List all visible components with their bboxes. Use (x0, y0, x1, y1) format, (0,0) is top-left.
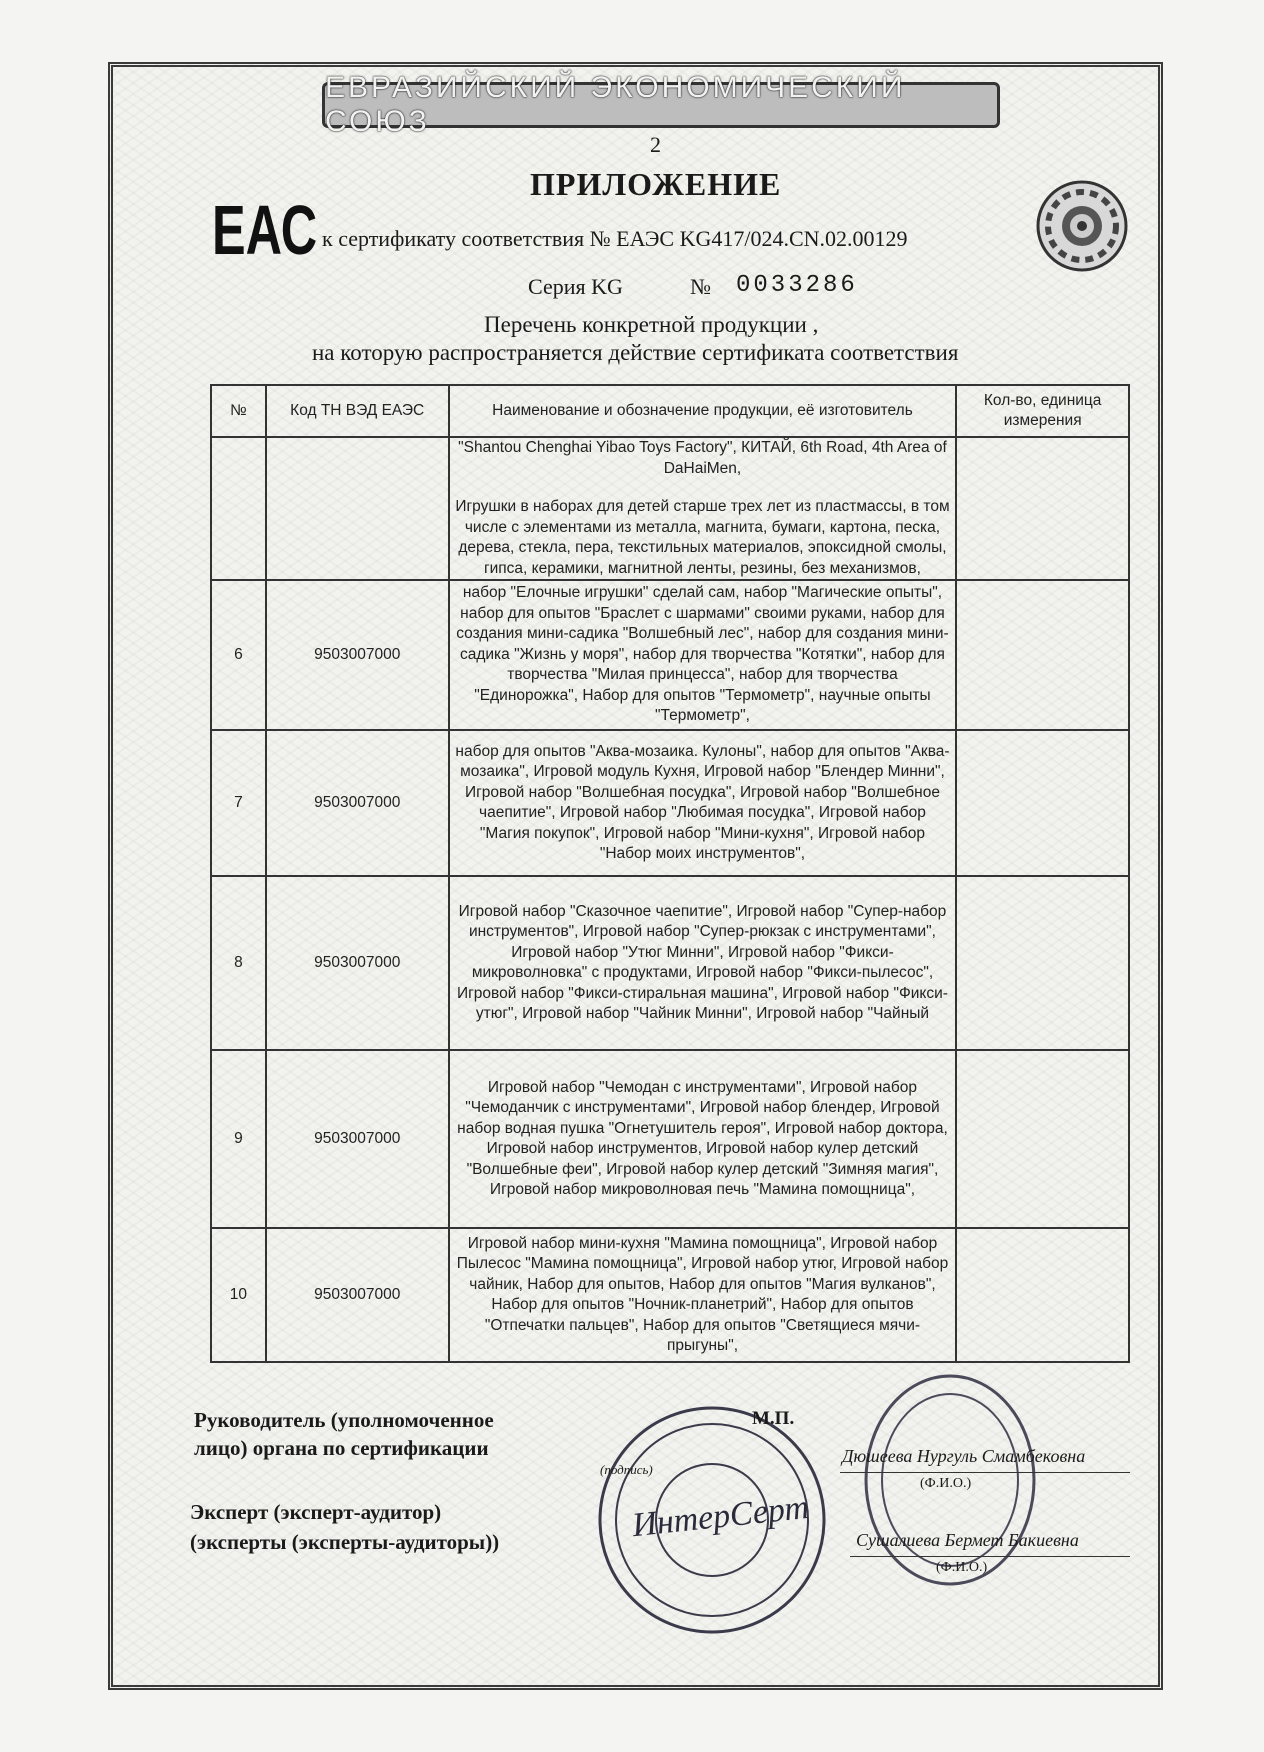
certificate-reference: к сертификату соответствия № ЕАЭС KG417/024.CN.02.00129 (322, 226, 908, 251)
table-row (211, 876, 1129, 1050)
products-table (210, 384, 1130, 1363)
cell-no: 7 (211, 730, 266, 876)
cell-qty (956, 730, 1129, 876)
cell-qty (956, 437, 1129, 580)
cell-name: Игровой набор "Сказочное чаепитие", Игровой набор "Супер-набор инструментов", Игровой набор "Супер-рюкзак с инструментами", Игровой набор "Утюг Минни", Игровой набор "Фикси-микроволновка" с продуктами, Игровой набор "Фикси-пылесос", Игровой набор "Фикси-стиральная машина", Игровой набор "Фикси-утюг", Игровой набор "Чайник Минни", Игровой набор "Чайный (449, 876, 957, 1050)
cell-name: Игровой набор "Чемодан с инструментами", Игровой набор "Чемоданчик с инструментами", Игровой набор блендер, Игровой набор водная пушка "Огнетушитель героя", Игровой набор доктора, Игровой набор инструментов, Игровой набор кулер детский "Волшебные феи", Игровой набор кулер детский "Зимняя магия", Игровой набор микроволновая печь "Мамина помощница", (449, 1050, 957, 1228)
signature-line (840, 1472, 1130, 1473)
cell-qty (956, 1050, 1129, 1228)
cell-code: 9503007000 (266, 730, 449, 876)
eac-logo (212, 190, 318, 269)
product-description: Игрушки в наборах для детей старше трех лет из пластмассы, в том числе с элементами из металла, магнита, бумаги, картона, песка, дерева, стекла, пера, текстильных материалов, эпоксидной смолы, гипса, керамики, магнитной ленты, резины, без механизмов, (455, 498, 950, 577)
manufacturer-row (211, 437, 1129, 580)
expert-name: Сушалиева Бермет Бакиевна (856, 1530, 1079, 1550)
table-header-row (211, 385, 1129, 437)
cell-code: 9503007000 (266, 1228, 449, 1362)
cell-no: 8 (211, 876, 266, 1050)
cell-qty (956, 1228, 1129, 1362)
header-name: Наименование и обозначение продукции, её изготовитель (449, 385, 957, 437)
seal-place-label: М.П. (752, 1408, 795, 1429)
union-banner: ЕВРАЗИЙСКИЙ ЭКОНОМИЧЕСКИЙ СОЮЗ (322, 82, 1000, 128)
table-row (211, 1228, 1129, 1362)
cell-no: 6 (211, 580, 266, 730)
list-title-line1: Перечень конкретной продукции , (484, 312, 819, 337)
table-row (211, 730, 1129, 876)
fio-caption: (Ф.И.О.) (936, 1560, 988, 1575)
cell-name: набор "Елочные игрушки" сделай сам, набор "Магические опыты", набор для опытов "Браслет с шармами" своими руками, набор для создания мини-садика "Волшебный лес", набор для создания мини-садика "Жизнь у моря", набор для творчества "Котятки", набор для творчества "Милая принцесса", набор для творчества "Единорожка", Набор для опытов "Термометр", научные опыты "Термометр", (449, 580, 957, 730)
table-row (211, 1050, 1129, 1228)
head-title-line1: Руководитель (уполномоченное (194, 1408, 494, 1432)
signature-line (850, 1556, 1130, 1557)
manufacturer-cell (449, 437, 957, 580)
cell-name: набор для опытов "Аква-мозаика. Кулоны", набор для опытов "Аква-мозаика", Игровой модуль Кухня, Игровой набор "Блендер Минни", Игровой набор "Волшебная посудка", Игровой набор "Волшебное чаепитие", Игровой набор "Любимая посудка", Игровой набор "Магия покупок", Игровой набор "Мини-кухня", Игровой набор "Набор моих инструментов", (449, 730, 957, 876)
fio-caption: (Ф.И.О.) (920, 1476, 972, 1491)
cell-name: Игровой набор мини-кухня "Мамина помощница", Игровой набор Пылесос "Мамина помощница", Игровой набор утюг, Игровой набор чайник, Набор для опытов, Набор для опытов "Магия вулканов", Набор для опытов "Ночник-планетрий", Набор для опытов "Отпечатки пальцев", Набор для опытов "Светящиеся мячи-прыгуны", (449, 1228, 957, 1362)
series-label: Серия KG (528, 274, 623, 299)
cell-code (266, 437, 449, 580)
expert-title-line1: Эксперт (эксперт-аудитор) (190, 1500, 442, 1524)
cell-code: 9503007000 (266, 876, 449, 1050)
head-name: Дюшеева Нургуль Смамбековна (842, 1446, 1086, 1466)
head-title-line2: лицо) органа по сертификации (194, 1436, 489, 1460)
stamp-text: ИнтерСерт (630, 1488, 811, 1545)
cell-qty (956, 580, 1129, 730)
signature-caption: (подпись) (600, 1462, 653, 1477)
document-title: ПРИЛОЖЕНИЕ (530, 166, 782, 202)
cell-no: 9 (211, 1050, 266, 1228)
expert-title-line2: (эксперты (эксперты-аудиторы)) (190, 1530, 500, 1554)
cell-code: 9503007000 (266, 580, 449, 730)
cell-no: 10 (211, 1228, 266, 1362)
page-number: 2 (650, 132, 661, 157)
cell-code: 9503007000 (266, 1050, 449, 1228)
hologram-seal-icon (1034, 178, 1130, 274)
list-title-line2: на которую распространяется действие сертификата соответствия (312, 340, 959, 365)
manufacturer-text: "Shantou Chenghai Yibao Toys Factory", КИТАЙ, 6th Road, 4th Area of DaHaiMen, (458, 439, 947, 477)
header-qty: Кол-во, единица измерения (956, 385, 1129, 437)
series-number: 0033286 (736, 272, 858, 299)
number-sign: № (690, 274, 711, 299)
cell-qty (956, 876, 1129, 1050)
eac-logo-text: ЕАС (212, 190, 318, 269)
table-row (211, 580, 1129, 730)
header-no: № (211, 385, 266, 437)
header-code: Код ТН ВЭД ЕАЭС (266, 385, 449, 437)
cell-no (211, 437, 266, 580)
